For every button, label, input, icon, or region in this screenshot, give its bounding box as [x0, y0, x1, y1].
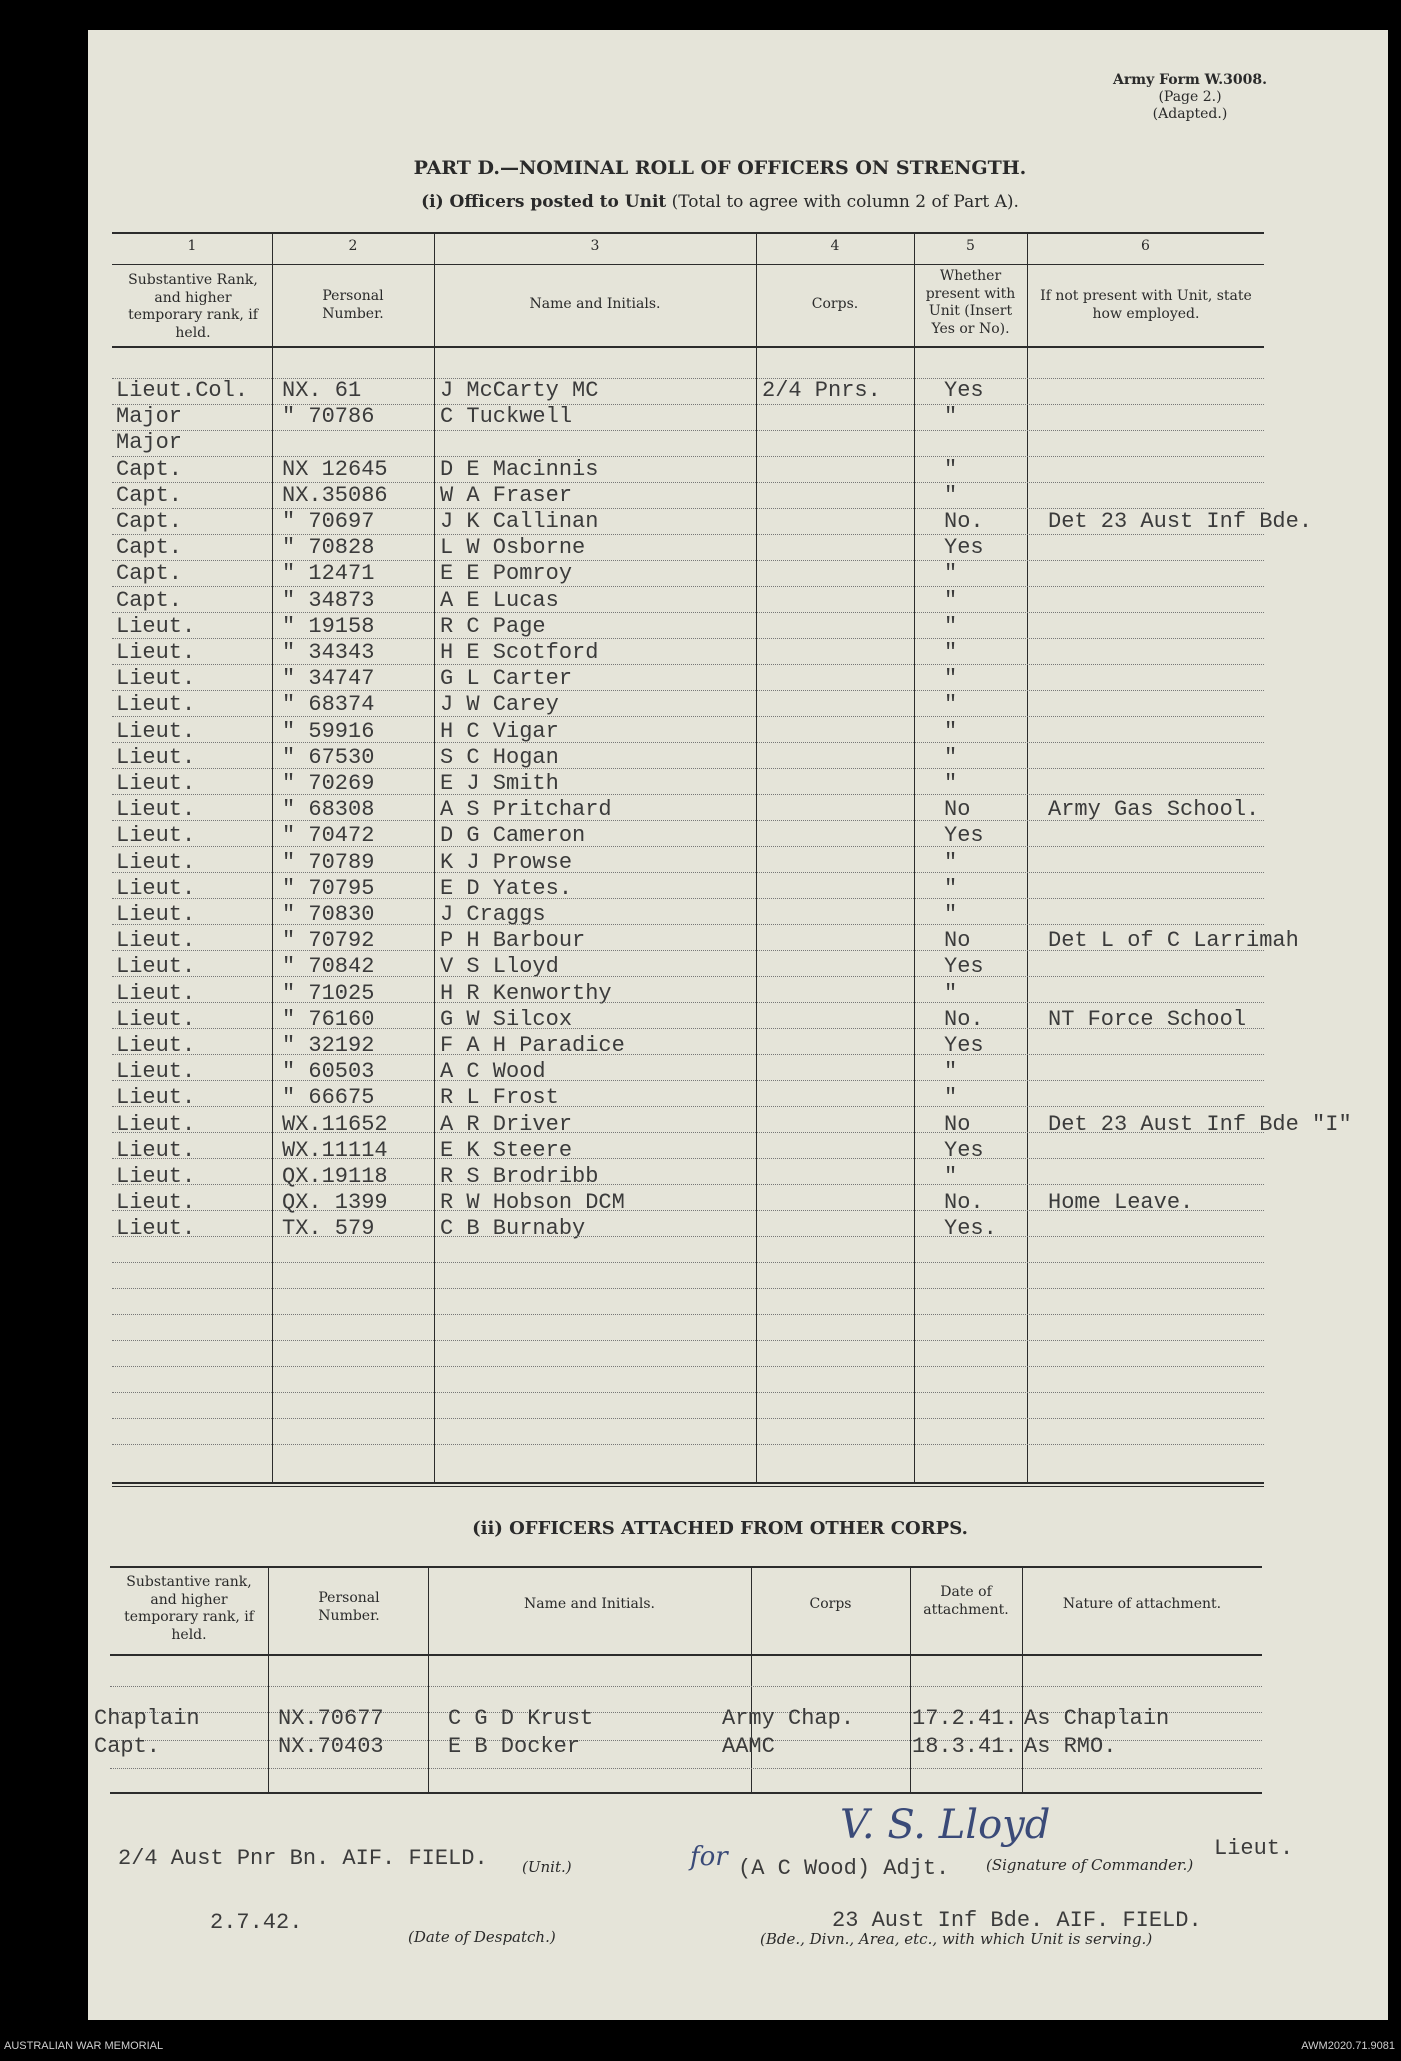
unit-value: 2/4 Aust Pnr Bn. AIF. FIELD. — [118, 1846, 488, 1871]
table1-ruling — [112, 456, 1264, 457]
table1-cell-present: No. — [944, 1007, 984, 1032]
table1-cell-present: No. — [944, 1190, 984, 1215]
table1-cell-num: " 66675 — [282, 1085, 375, 1110]
table1-top-rule — [112, 232, 1264, 234]
table1-cell-name: A E Lucas — [440, 588, 559, 613]
table1-cell-present: " — [944, 588, 958, 613]
table1-cell-name: W A Fraser — [440, 483, 573, 508]
table1-cell-rank: Capt. — [116, 509, 183, 534]
table1-cell-name: R L Frost — [440, 1085, 559, 1110]
table1-cell-num: NX. 61 — [282, 378, 362, 403]
table1-cell-num: " 59916 — [282, 719, 375, 744]
table1-cell-employed: Det L of C Larrimah — [1048, 928, 1299, 953]
table2-cell-corps: Army Chap. — [722, 1706, 855, 1731]
table1-cell-present: " — [944, 850, 958, 875]
table1-ruling — [112, 1366, 1264, 1367]
table1-vline-5 — [1027, 232, 1028, 1482]
table1-ruling — [112, 1132, 1264, 1133]
table1-bottom-rule-2 — [112, 1486, 1264, 1487]
table1-cell-rank: Lieut. — [116, 797, 196, 822]
table1-cell-num: " 60503 — [282, 1059, 375, 1084]
table2-cell-num: NX.70403 — [278, 1734, 384, 1759]
table1-header-rank: Substantive Rank, and higher temporary rank, if held. — [128, 272, 258, 341]
table1-cell-num: " 68308 — [282, 797, 375, 822]
table1-cell-num: " 70269 — [282, 771, 375, 796]
section2-title: (ii) OFFICERS ATTACHED FROM OTHER CORPS. — [472, 1518, 968, 1539]
table2-top-rule — [110, 1566, 1262, 1568]
table2-dotted-1 — [110, 1686, 1262, 1687]
table1-ruling — [112, 846, 1264, 847]
table1-cell-rank: Lieut. — [116, 771, 196, 796]
table1-cell-name: R W Hobson DCM — [440, 1190, 625, 1215]
table1-cell-name: G L Carter — [440, 666, 573, 691]
table1-cell-rank: Lieut. — [116, 719, 196, 744]
table1-cell-present: No — [944, 928, 971, 953]
table1-cell-name: A C Wood — [440, 1059, 546, 1084]
table1-cell-name: R C Page — [440, 614, 546, 639]
table1-ruling — [112, 508, 1264, 509]
table1-cell-rank: Lieut. — [116, 666, 196, 691]
despatch-date-value: 2.7.42. — [210, 1910, 303, 1935]
table1-cell-num: QX. 1399 — [282, 1190, 388, 1215]
table1-cell-num: " 70828 — [282, 535, 375, 560]
table1-cell-num: " 34747 — [282, 666, 375, 691]
table1-vline-1 — [272, 232, 273, 1482]
table1-cell-num: " 71025 — [282, 981, 375, 1006]
table1-ruling — [112, 586, 1264, 587]
table1-ruling — [112, 690, 1264, 691]
table1-cell-num: " 34873 — [282, 588, 375, 613]
signature-label: (Signature of Commander.) — [986, 1856, 1194, 1874]
table1-cell-corps: 2/4 Pnrs. — [762, 378, 881, 403]
table1-colnum-1: 1 — [187, 238, 197, 254]
table1-cell-name: F A H Paradice — [440, 1033, 625, 1058]
table2-header-number: Personal Number. — [318, 1590, 380, 1624]
table2-header-date: Date of attachment. — [923, 1584, 1009, 1618]
table1-cell-present: " — [944, 1164, 958, 1189]
table1-cell-name: K J Prowse — [440, 850, 573, 875]
table1-cell-present: Yes — [944, 378, 984, 403]
table1-cell-rank: Lieut. — [116, 614, 196, 639]
table2-header-rank: Substantive rank, and higher temporary rank, if held. — [124, 1574, 254, 1643]
table1-ruling — [112, 1002, 1264, 1003]
table2-vline-4 — [910, 1566, 911, 1792]
table1-colnum-4: 4 — [830, 238, 840, 254]
table1-cell-name: E K Steere — [440, 1138, 573, 1163]
table1-cell-rank: Lieut. — [116, 1216, 196, 1241]
table1-cell-num: WX.11114 — [282, 1138, 388, 1163]
table1-cell-present: No — [944, 797, 971, 822]
table1-ruling — [112, 560, 1264, 561]
table1-cell-rank: Capt. — [116, 588, 183, 613]
table1-cell-rank: Capt. — [116, 457, 183, 482]
table1-cell-rank: Lieut. — [116, 1033, 196, 1058]
table1-cell-num: " 12471 — [282, 561, 375, 586]
signer-name: (A C Wood) Adjt. — [738, 1856, 950, 1881]
table2-dotted-4 — [110, 1768, 1262, 1769]
table2-cell-rank: Capt. — [94, 1734, 161, 1759]
table1-cell-rank: Lieut. — [116, 876, 196, 901]
table1-cell-present: " — [944, 981, 958, 1006]
table2-header-name: Name and Initials. — [524, 1596, 655, 1612]
table1-colnum-3: 3 — [590, 238, 600, 254]
for-mark: for — [690, 1842, 728, 1872]
table1-ruling — [112, 534, 1264, 535]
signature-rank: Lieut. — [1214, 1836, 1294, 1861]
table2-cell-num: NX.70677 — [278, 1706, 384, 1731]
table1-cell-present: No — [944, 1112, 971, 1137]
table1-cell-rank: Capt. — [116, 535, 183, 560]
table1-ruling — [112, 716, 1264, 717]
table1-cell-rank: Lieut.Col. — [116, 378, 249, 403]
table1-colnum-rule — [112, 264, 1264, 265]
table1-ruling — [112, 430, 1264, 431]
table1-ruling — [112, 404, 1264, 405]
table1-cell-name: G W Silcox — [440, 1007, 573, 1032]
table1-cell-present: Yes — [944, 1138, 984, 1163]
table1-cell-num: " 70786 — [282, 404, 375, 429]
table1-ruling — [112, 820, 1264, 821]
table2-cell-nature: As Chaplain — [1024, 1706, 1170, 1731]
table1-cell-present: " — [944, 719, 958, 744]
table1-ruling — [112, 924, 1264, 925]
table1-cell-name: H R Kenworthy — [440, 981, 612, 1006]
table1-cell-rank: Lieut. — [116, 1190, 196, 1215]
formation-value: 23 Aust Inf Bde. AIF. FIELD. — [832, 1908, 1202, 1933]
table1-cell-num: NX.35086 — [282, 483, 388, 508]
table1-cell-num: " 34343 — [282, 640, 375, 665]
table1-cell-present: " — [944, 1059, 958, 1084]
table1-cell-rank: Lieut. — [116, 823, 196, 848]
table1-cell-name: D E Macinnis — [440, 457, 599, 482]
table1-ruling — [112, 1444, 1264, 1445]
table1-cell-present: " — [944, 902, 958, 927]
table1-cell-name: A R Driver — [440, 1112, 573, 1137]
table1-cell-rank: Lieut. — [116, 1059, 196, 1084]
table1-ruling — [112, 898, 1264, 899]
table1-cell-num: " 32192 — [282, 1033, 375, 1058]
table1-cell-name: J McCarty MC — [440, 378, 599, 403]
table1-cell-num: " 68374 — [282, 692, 375, 717]
table1-cell-present: " — [944, 483, 958, 508]
table1-cell-present: " — [944, 640, 958, 665]
table1-cell-employed: Army Gas School. — [1048, 797, 1260, 822]
table1-cell-employed: NT Force School — [1048, 1007, 1247, 1032]
table1-ruling — [112, 1028, 1264, 1029]
table1-cell-rank: Lieut. — [116, 928, 196, 953]
table1-ruling — [112, 1314, 1264, 1315]
table1-ruling — [112, 1262, 1264, 1263]
table1-cell-name: E E Pomroy — [440, 561, 573, 586]
table2-header-nature: Nature of attachment. — [1062, 1596, 1222, 1612]
table1-ruling — [112, 1080, 1264, 1081]
table1-cell-present: " — [944, 404, 958, 429]
table1-cell-rank: Capt. — [116, 483, 183, 508]
table1-vline-2 — [434, 232, 435, 1482]
table1-cell-rank: Major — [116, 430, 183, 455]
table1-cell-num: TX. 579 — [282, 1216, 375, 1241]
table1-ruling — [112, 1054, 1264, 1055]
table1-ruling — [112, 1288, 1264, 1289]
table1-cell-present: Yes. — [944, 1216, 997, 1241]
table1-cell-name: A S Pritchard — [440, 797, 612, 822]
table1-cell-rank: Lieut. — [116, 1164, 196, 1189]
table1-cell-name: H E Scotford — [440, 640, 599, 665]
table1-ruling — [112, 612, 1264, 613]
table1-cell-present: No. — [944, 509, 984, 534]
table1-cell-num: " 67530 — [282, 745, 375, 770]
table2-cell-name: E B Docker — [448, 1734, 581, 1759]
table1-cell-rank: Lieut. — [116, 1138, 196, 1163]
table1-cell-name: R S Brodribb — [440, 1164, 599, 1189]
table1-cell-present: " — [944, 745, 958, 770]
subtitle-rest: (Total to agree with column 2 of Part A). — [671, 192, 1019, 212]
table1-colnum-5: 5 — [966, 238, 975, 254]
table1-cell-present: " — [944, 561, 958, 586]
table1-cell-name: J W Carey — [440, 692, 559, 717]
table1-bottom-rule — [112, 1482, 1264, 1484]
table2-bottom-rule — [110, 1792, 1262, 1794]
table1-cell-num: " 19158 — [282, 614, 375, 639]
table1-cell-rank: Lieut. — [116, 981, 196, 1006]
form-reference — [1080, 72, 1300, 122]
table2-cell-corps: AAMC — [722, 1734, 775, 1759]
table1-cell-rank: Lieut. — [116, 1085, 196, 1110]
table1-cell-rank: Lieut. — [116, 692, 196, 717]
table1-header-present: Whether present with Unit (Insert Yes or No). — [925, 268, 1016, 337]
table1-cell-rank: Lieut. — [116, 902, 196, 927]
table1-cell-num: " 70789 — [282, 850, 375, 875]
page-subtitle — [300, 192, 1140, 212]
subtitle-bold: (i) Officers posted to Unit — [421, 192, 667, 212]
table1-ruling — [112, 1210, 1264, 1211]
table1-cell-num: " 70792 — [282, 928, 375, 953]
table2-cell-date: 17.2.41. — [912, 1706, 1018, 1731]
formation-label: (Bde., Divn., Area, etc., with which Unit is serving.) — [760, 1930, 1153, 1948]
form-page: (Page 2.) — [1158, 88, 1222, 105]
table1-vline-4 — [914, 232, 915, 1482]
table1-colnum-2: 2 — [348, 238, 358, 254]
table1-cell-name: E J Smith — [440, 771, 559, 796]
table1-cell-num: QX.19118 — [282, 1164, 388, 1189]
table1-ruling — [112, 872, 1264, 873]
table1-cell-num: NX 12645 — [282, 457, 388, 482]
table1-ruling — [112, 638, 1264, 639]
table1-cell-employed: Det 23 Aust Inf Bde. — [1048, 509, 1313, 534]
despatch-date-label: (Date of Despatch.) — [408, 1928, 556, 1946]
table1-cell-rank: Major — [116, 404, 183, 429]
table1-cell-name: P H Barbour — [440, 928, 586, 953]
table1-cell-name: C B Burnaby — [440, 1216, 586, 1241]
table1-cell-name: D G Cameron — [440, 823, 586, 848]
table1-cell-rank: Lieut. — [116, 640, 196, 665]
table1-cell-num: " 70697 — [282, 509, 375, 534]
form-adapted: (Adapted.) — [1152, 105, 1228, 122]
table1-ruling — [112, 950, 1264, 951]
table1-cell-name: C Tuckwell — [440, 404, 573, 429]
table1-cell-num: " 76160 — [282, 1007, 375, 1032]
page-title: PART D.—NOMINAL ROLL OF OFFICERS ON STRENGTH. — [413, 157, 1027, 179]
unit-label: (Unit.) — [522, 1858, 572, 1876]
table1-ruling — [112, 482, 1264, 483]
table1-ruling — [112, 664, 1264, 665]
form-number: Army Form W.3008. — [1113, 72, 1267, 88]
table2-header-rule — [110, 1654, 1262, 1656]
table1-cell-present: Yes — [944, 535, 984, 560]
table1-ruling — [112, 378, 1264, 379]
table1-cell-name: E D Yates. — [440, 876, 573, 901]
table1-cell-name: S C Hogan — [440, 745, 559, 770]
table1-cell-name: V S Lloyd — [440, 954, 559, 979]
table2-cell-rank: Chaplain — [94, 1706, 200, 1731]
archive-id: AWM2020.71.9081 — [1301, 2040, 1395, 2052]
table1-cell-employed: Det 23 Aust Inf Bde "I" — [1048, 1112, 1352, 1137]
table1-cell-rank: Lieut. — [116, 745, 196, 770]
table1-vline-3 — [756, 232, 757, 1482]
table1-ruling — [112, 1158, 1264, 1159]
table1-cell-rank: Lieut. — [116, 1112, 196, 1137]
table2-cell-nature: As RMO. — [1024, 1734, 1117, 1759]
table1-cell-present: " — [944, 457, 958, 482]
table1-cell-present: " — [944, 692, 958, 717]
table1-cell-num: " 70830 — [282, 902, 375, 927]
table1-cell-present: " — [944, 614, 958, 639]
table1-cell-num: " 70842 — [282, 954, 375, 979]
table2-cell-date: 18.3.41. — [912, 1734, 1018, 1759]
table2-header-corps: Corps — [809, 1596, 852, 1612]
table1-cell-present: Yes — [944, 1033, 984, 1058]
table1-cell-name: H C Vigar — [440, 719, 559, 744]
table1-ruling — [112, 794, 1264, 795]
table1-cell-employed: Home Leave. — [1048, 1190, 1194, 1215]
table1-ruling — [112, 1236, 1264, 1237]
table1-header-rule — [112, 346, 1264, 348]
commander-signature: V. S. Lloyd — [840, 1802, 1051, 1848]
table1-cell-name: J K Callinan — [440, 509, 599, 534]
table1-cell-present: " — [944, 771, 958, 796]
table1-cell-rank: Lieut. — [116, 1007, 196, 1032]
table1-cell-num: " 70472 — [282, 823, 375, 848]
table1-cell-rank: Lieut. — [116, 954, 196, 979]
table1-ruling — [112, 1418, 1264, 1419]
table1-cell-num: WX.11652 — [282, 1112, 388, 1137]
table1-ruling — [112, 1340, 1264, 1341]
table1-cell-name: L W Osborne — [440, 535, 586, 560]
table1-header-number: Personal Number. — [322, 288, 384, 322]
archive-credit: AUSTRALIAN WAR MEMORIAL — [4, 2040, 164, 2052]
table2-cell-name: C G D Krust — [448, 1706, 594, 1731]
table1-ruling — [112, 1184, 1264, 1185]
table1-header-corps: Corps. — [811, 296, 859, 312]
table1-cell-rank: Capt. — [116, 561, 183, 586]
table1-ruling — [112, 768, 1264, 769]
table1-ruling — [112, 1392, 1264, 1393]
table1-ruling — [112, 1106, 1264, 1107]
table1-cell-present: " — [944, 876, 958, 901]
table1-cell-present: " — [944, 666, 958, 691]
table1-cell-num: " 70795 — [282, 876, 375, 901]
table1-cell-present: Yes — [944, 954, 984, 979]
table1-colnum-6: 6 — [1141, 238, 1150, 254]
table1-cell-name: J Craggs — [440, 902, 546, 927]
table1-cell-present: " — [944, 1085, 958, 1110]
table1-header-name: Name and Initials. — [529, 296, 661, 312]
table1-cell-present: Yes — [944, 823, 984, 848]
table1-ruling — [112, 742, 1264, 743]
table2-vline-1 — [268, 1566, 269, 1792]
table1-ruling — [112, 976, 1264, 977]
table1-cell-rank: Lieut. — [116, 850, 196, 875]
table1-header-employed: If not present with Unit, state how employed. — [1040, 288, 1252, 322]
